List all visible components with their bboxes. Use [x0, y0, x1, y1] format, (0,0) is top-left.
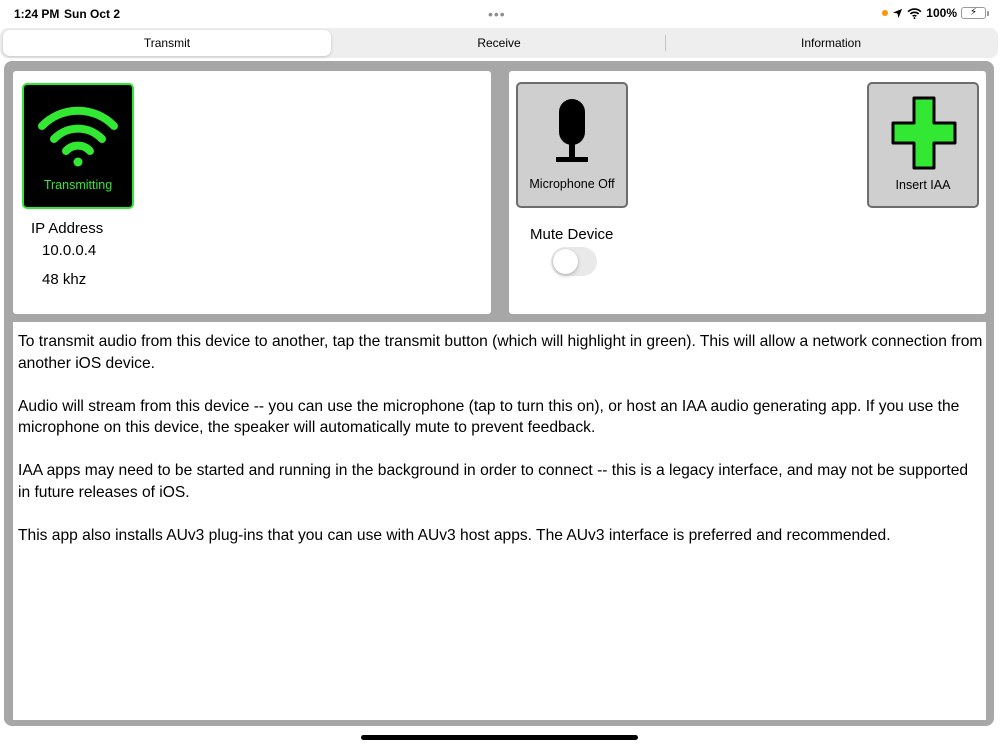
- help-paragraph: This app also installs AUv3 plug-ins that you can use with AUv3 host apps. The AUv3 interface is preferred and recommended.: [18, 526, 891, 544]
- toggle-knob: [553, 249, 578, 274]
- help-paragraph: IAA apps may need to be started and running in the background in order to connect -- this is a legacy interface, and may not be supported in future releases of iOS.: [18, 462, 969, 501]
- insert-iaa-button-label: Insert IAA: [895, 178, 951, 192]
- transmit-button-label: Transmitting: [43, 178, 113, 192]
- help-paragraph: To transmit audio from this device to another, tap the transmit button (which will highlight in green). This will allow a network connection from another iOS device.: [18, 333, 983, 372]
- microphone-icon: [552, 96, 592, 166]
- multitasking-dots[interactable]: •••: [488, 6, 506, 22]
- tab-transmit[interactable]: Transmit: [3, 30, 331, 56]
- insert-iaa-button[interactable]: [867, 82, 979, 208]
- plus-icon: [891, 96, 957, 170]
- status-time: 1:24 PM: [14, 7, 60, 21]
- location-icon: [892, 8, 903, 19]
- mute-device-label: Mute Device: [530, 226, 614, 243]
- status-indicators: [882, 6, 986, 20]
- wifi-icon: [38, 99, 118, 169]
- mic-indicator-dot: [882, 10, 888, 16]
- tab-segmented-control: [0, 28, 998, 58]
- help-text: [18, 331, 983, 568]
- status-bar: [0, 0, 1000, 28]
- ip-address-value: 10.0.0.4: [42, 242, 97, 259]
- battery-percent: 100%: [926, 6, 957, 20]
- ip-address-label: IP Address: [31, 220, 104, 237]
- tab-information[interactable]: Information: [800, 36, 862, 50]
- transmit-button[interactable]: [22, 83, 134, 209]
- microphone-button-label: Microphone Off: [529, 177, 615, 191]
- battery-icon: ⚡: [961, 7, 986, 19]
- mute-device-toggle[interactable]: [551, 247, 597, 276]
- help-paragraph: Audio will stream from this device -- you can use the microphone (tap to turn this on), or host an IAA audio generating app. If you use the microphone on this device, the speaker will automatically mute to prevent feedback.: [18, 397, 960, 436]
- sample-rate-value: 48 khz: [42, 271, 87, 288]
- home-indicator[interactable]: [361, 735, 638, 740]
- wifi-status-icon: [907, 8, 922, 19]
- microphone-button[interactable]: [516, 82, 628, 208]
- status-date: Sun Oct 2: [64, 7, 121, 21]
- tab-receive[interactable]: Receive: [477, 36, 521, 50]
